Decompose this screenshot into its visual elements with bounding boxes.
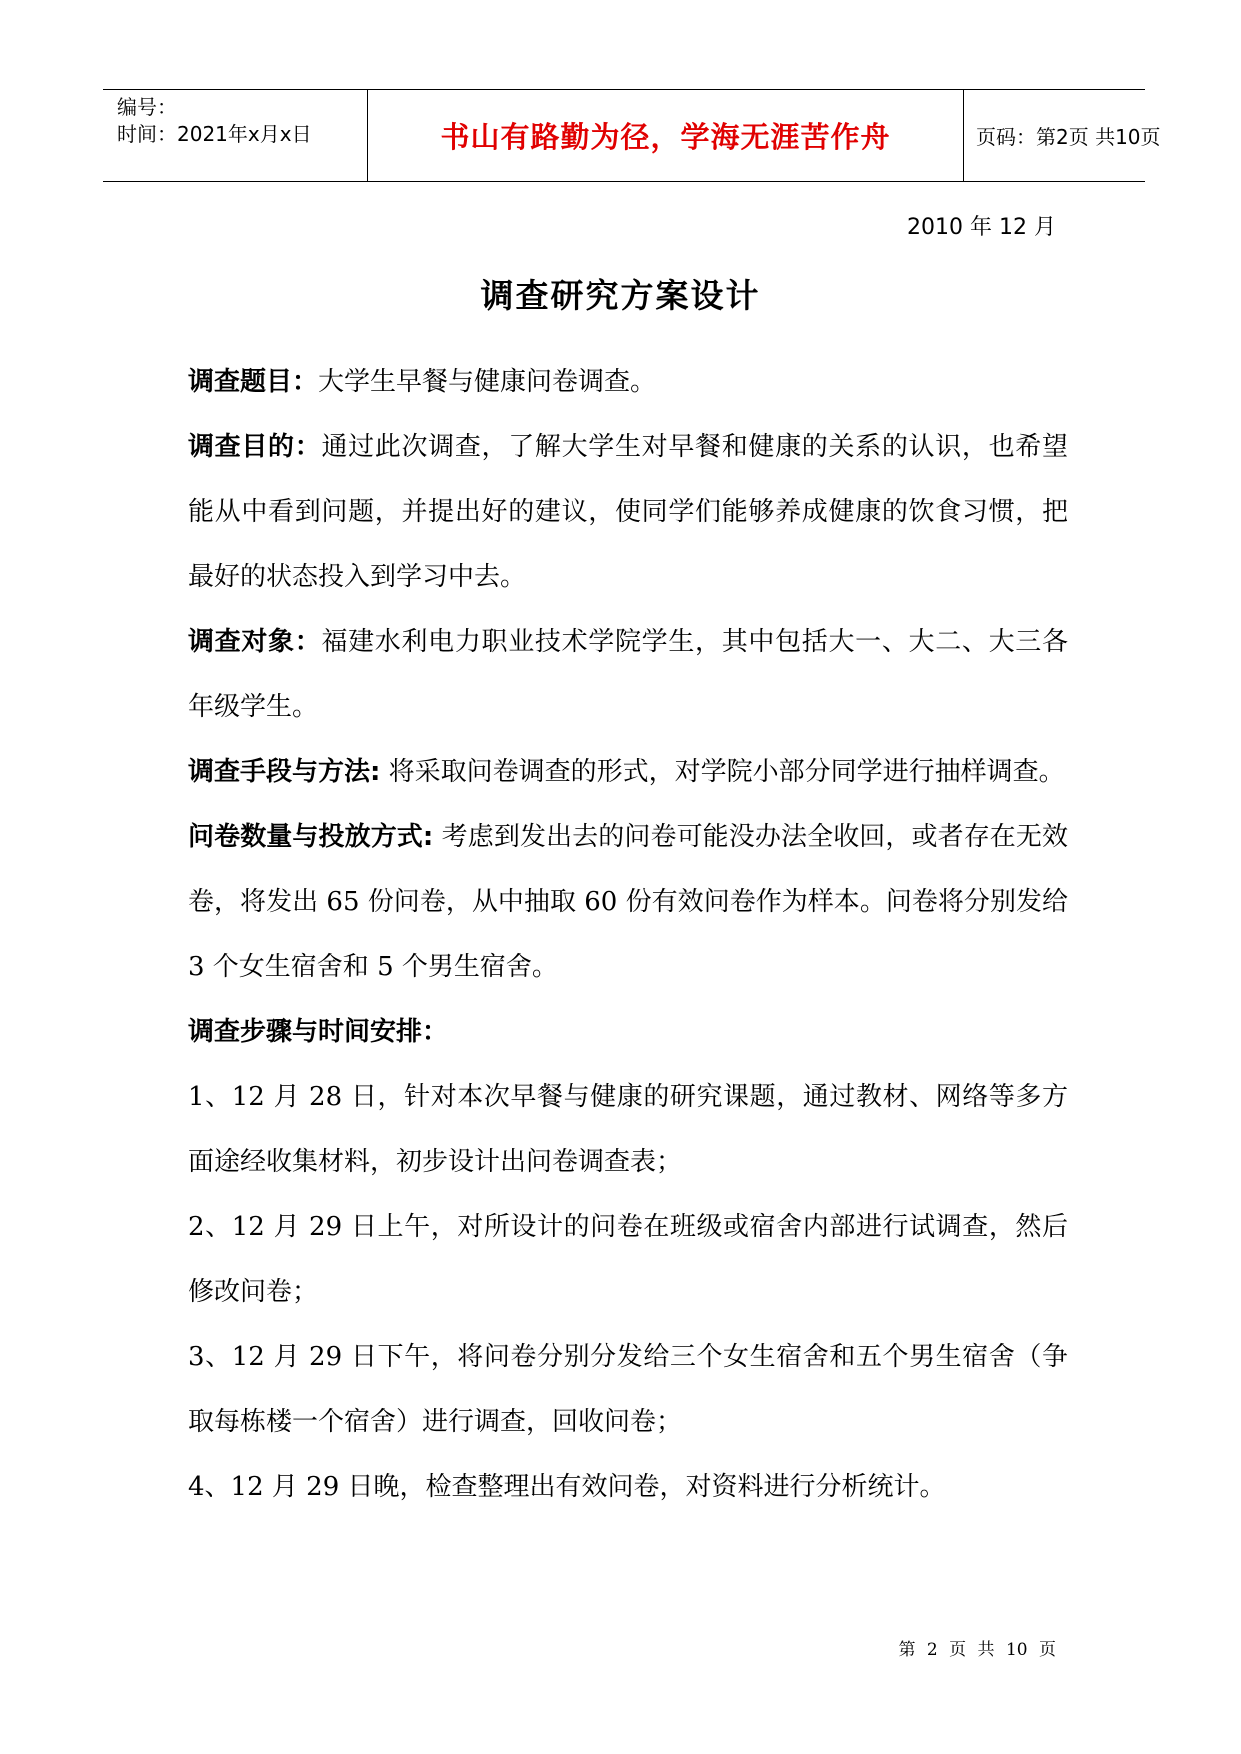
section-label: 调查对象： — [188, 627, 322, 657]
header-number-label: 编号： — [117, 95, 177, 119]
page-header — [103, 89, 1161, 182]
section-label: 调查目的： — [188, 432, 322, 462]
section-subjects — [188, 610, 1068, 740]
section-text: 考虑到发出去的问卷可能没办法全收回，或者存在无效卷，将发出 65 份问卷，从中抽取 60 份有效问卷作为样本。问卷将分别发给 3 个女生宿舍和 5 个男生宿舍。 — [188, 822, 1068, 982]
document-title: 调查研究方案设计 — [480, 276, 761, 315]
section-label: 调查题目： — [188, 367, 319, 397]
section-label: 调查手段与方法: — [188, 757, 381, 787]
header-meta — [103, 90, 368, 181]
section-topic — [188, 350, 1068, 415]
section-text: 福建水利电力职业技术学院学生，其中包括大一、大二、大三各年级学生。 — [188, 627, 1068, 722]
section-text: 将采取问卷调查的形式，对学院小部分同学进行抽样调查。 — [380, 757, 1065, 787]
schedule-step: 2、12 月 29 日上午，对所设计的问卷在班级或宿舍内部进行试调查，然后修改问卷； — [188, 1212, 1068, 1307]
section-methods — [188, 740, 1068, 805]
schedule-step: 4、12 月 29 日晚，检查整理出有效问卷，对资料进行分析统计。 — [188, 1472, 946, 1502]
section-text: 通过此次调查，了解大学生对早餐和健康的关系的认识，也希望能从中看到问题，并提出好的建议，使同学们能够养成健康的饮食习惯，把最好的状态投入到学习中去。 — [188, 432, 1068, 592]
section-purpose — [188, 415, 1068, 610]
schedule-step: 3、12 月 29 日下午，将问卷分别分发给三个女生宿舍和五个男生宿舍（争取每栋楼一个宿舍）进行调查，回收问卷； — [188, 1342, 1068, 1437]
section-label: 问卷数量与投放方式: — [188, 822, 434, 852]
section-text: 大学生早餐与健康问卷调查。 — [318, 367, 657, 397]
header-time-label: 时间：2021年x月x日 — [117, 122, 312, 146]
document-body — [188, 350, 1068, 1520]
page-footer-number: 第 2 页 共 10 页 — [898, 1640, 1056, 1660]
schedule-step: 1、12 月 28 日，针对本次早餐与健康的研究课题，通过教材、网络等多方面途经收集材料，初步设计出问卷调查表； — [188, 1082, 1068, 1177]
header-page-info-cell — [964, 90, 1161, 181]
section-schedule — [188, 1000, 1068, 1065]
document-date: 2010 年 12 月 — [907, 215, 1056, 240]
header-motto: 书山有路勤为径，学海无涯苦作舟 — [440, 120, 891, 154]
section-label: 调查步骤与时间安排： — [188, 1017, 449, 1047]
section-quantity — [188, 805, 1068, 1000]
header-page-info: 页码：第2页 共10页 — [976, 125, 1161, 149]
header-motto-cell — [368, 90, 964, 181]
